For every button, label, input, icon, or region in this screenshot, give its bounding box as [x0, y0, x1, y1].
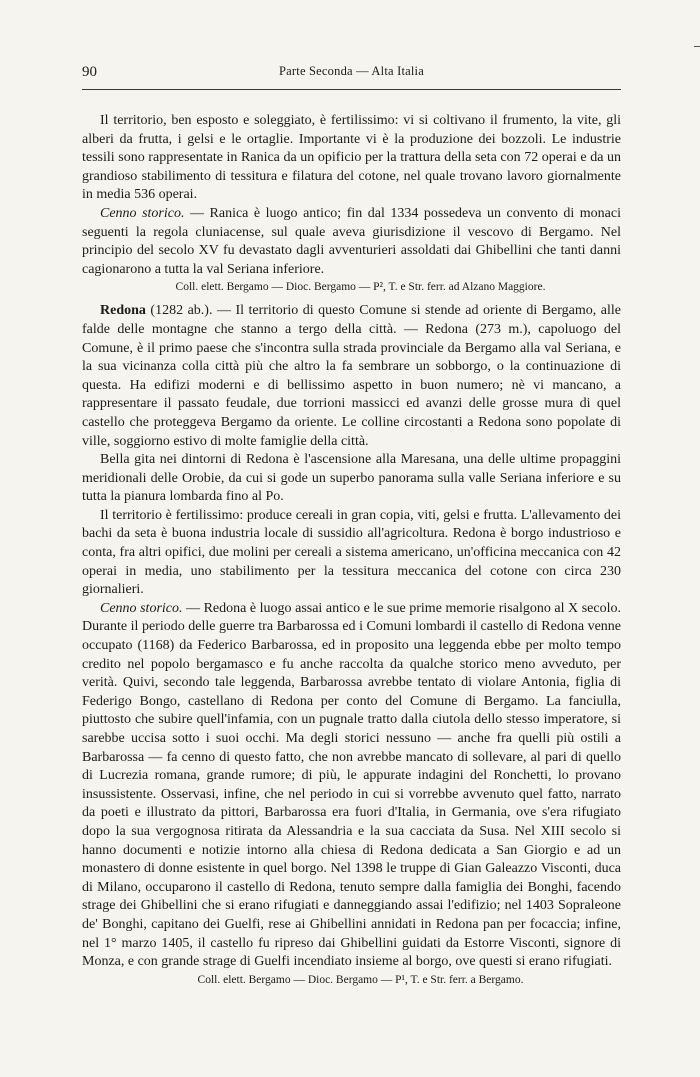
- redona-paragraph-2: Bella gita nei dintorni di Redona è l'ascensione alla Maresana, una delle ultime propaggini meridionali delle Orobie, da cui si gode un superbo panorama sulla valle Seriana inferiore e su tutta la pianura lombarda fino al Po.: [82, 452, 621, 505]
- redona-paragraph-3: Il territorio è fertilissimo: produce cereali in gran copia, viti, gelsi e frutta. L'allevamento dei bachi da seta è buona industria locale di sussidio all'agricoltura. Redona è borgo industrioso e conta, fra altri opifici, due molini per cereali a sistema americano, un'officina meccanica con 42 operai in media, uno stabilimento per la tessitura meccanica del cotone con circa 230 giornalieri.: [82, 507, 621, 598]
- ranica-history-text: — Ranica è luogo antico; fin dal 1334 possedeva un convento di monaci seguenti la regola cluniacense, sul quale aveva giurisdizione il vescovo di Bergamo. Nel principio del secolo XV fu devastato dagli avventurieri assoldati dai Ghibellini che tanti danni cagionarono a tutta la val Seriana inferiore.: [82, 205, 621, 277]
- ranica-paragraph-1: Il territorio, ben esposto e soleggiato, è fertilissimo: vi si coltivano il frumento, la vite, gli alberi da frutta, i gelsi e le ortaglie. Importante vi è la produzione dei bozzoli. Le industrie tessili sono rappresentate in Ranica da un opificio per la trattura della seta con 72 operai e da un grandioso stabilimento di tessitura e filatura del cotone, nel quale trovano lavoro giornalmente in media 536 operai.: [82, 113, 621, 203]
- redona-paragraph-4: [82, 600, 621, 972]
- redona-paragraph-1: [82, 302, 621, 451]
- history-label: Cenno storico.: [100, 600, 183, 616]
- redona-heading: Redona: [100, 303, 146, 319]
- redona-history-text: — Redona è luogo assai antico e le sue prime memorie risalgono al X secolo. Durante il periodo delle guerre tra Barbarossa ed i Comuni lombardi il castello di Redona venne occupato (1168) da Federico Barbarossa, ed in proposito una leggenda ebbe per molto tempo credito nel popolo bergamasco e fu anche raccolta da qualche storico meno avveduto, per verità. Quivi, secondo tale leggenda, Barbarossa avrebbe tentato di violare Antonia, figlia di Federigo Bongo, castellano di Redona per conto del Comune di Bergamo. La fanciulla, piuttosto che subire quell'infamia, con un pugnale tratto dalla ciutola dello stesso imperatore, si sarebbe uccisa sotto i suoi occhi. Ma degli storici nessuno — anche fra quelli più ostili a Barbarossa — fa cenno di questo fatto, che non avrebbe mancato di sollevare, al pari di quello di Lucrezia romana, grande rumore; di più, le appurate indagini del Ronchetti, lo provano insussistente. Osservasi, infine, che nel periodo in cui si vorrebbe avvenuto quel fatto, narrato da poeti e illustrato da pittori, Barbarossa era fuori d'Italia, in Germania, ove s'era rifugiato dopo la sua vergognosa ritirata da Alessandria e la sua cacciata da Susa. Nel XIII secolo si hanno documenti e notizie intorno alla chiesa di Redona dedicata a San Giorgio e ad un monastero di donne esistente in quel borgo. Nel 1398 le truppe di Gian Galeazzo Visconti, duca di Milano, occuparono il castello di Redona, tenuto sempre dalla famiglia dei Bonghi, facendo strage dei Ghibellini che si erano rifugiati e danneggiando assai l'edifizio; nel 1403 Sopraleone de' Bonghi, capitano dei Guelfi, rese ai Ghibellini annidati in Redona pan per focaccia; infine, nel 1° marzo 1405, il castello fu ripreso dai Ghibellini guidati da Estorre Visconti, signore di Monza, e con grande strage di Guelfi incendiato insieme al borgo, ove questi si erano rifugiati.: [82, 600, 621, 970]
- ranica-coll-line: Coll. elett. Bergamo — Dioc. Bergamo — P², T. e Str. ferr. ad Alzano Maggiore.: [175, 281, 546, 294]
- main-text: [82, 112, 621, 989]
- page-header: [82, 56, 621, 84]
- history-label: Cenno storico.: [100, 205, 185, 221]
- ranica-paragraph-2: [82, 205, 621, 279]
- redona-coll-line: Coll. elett. Bergamo — Dioc. Bergamo — P¹, T. e Str. ferr. a Bergamo.: [197, 973, 524, 986]
- margin-mark: [694, 46, 700, 47]
- redona-intro-text: (1282 ab.). — Il territorio di questo Comune si stende ad oriente di Bergamo, alle falde delle montagne che stanno a tergo della città. — Redona (273 m.), capoluogo del Comune, è il primo paese che s'incontra sulla strada provinciale da Bergamo alla val Seriana, e la sua vicinanza colla città più che altro la fa sembrare un sobborgo, o la continuazione di questa. Ha edifizi moderni e di bellissimo aspetto in buon numero; nè vi mancano, a rappresentare il passato feudale, due torrioni massicci ed avanzi delle grosse mura di quel castello che proteggeva Bergamo da oriente. Le colline circostanti a Redona sono popolate di ville, soggiorno estivo di molte famiglie della città.: [82, 303, 621, 449]
- page-number: 90: [82, 64, 97, 80]
- header-rule: [82, 89, 621, 90]
- running-head: Parte Seconda — Alta Italia: [279, 64, 424, 78]
